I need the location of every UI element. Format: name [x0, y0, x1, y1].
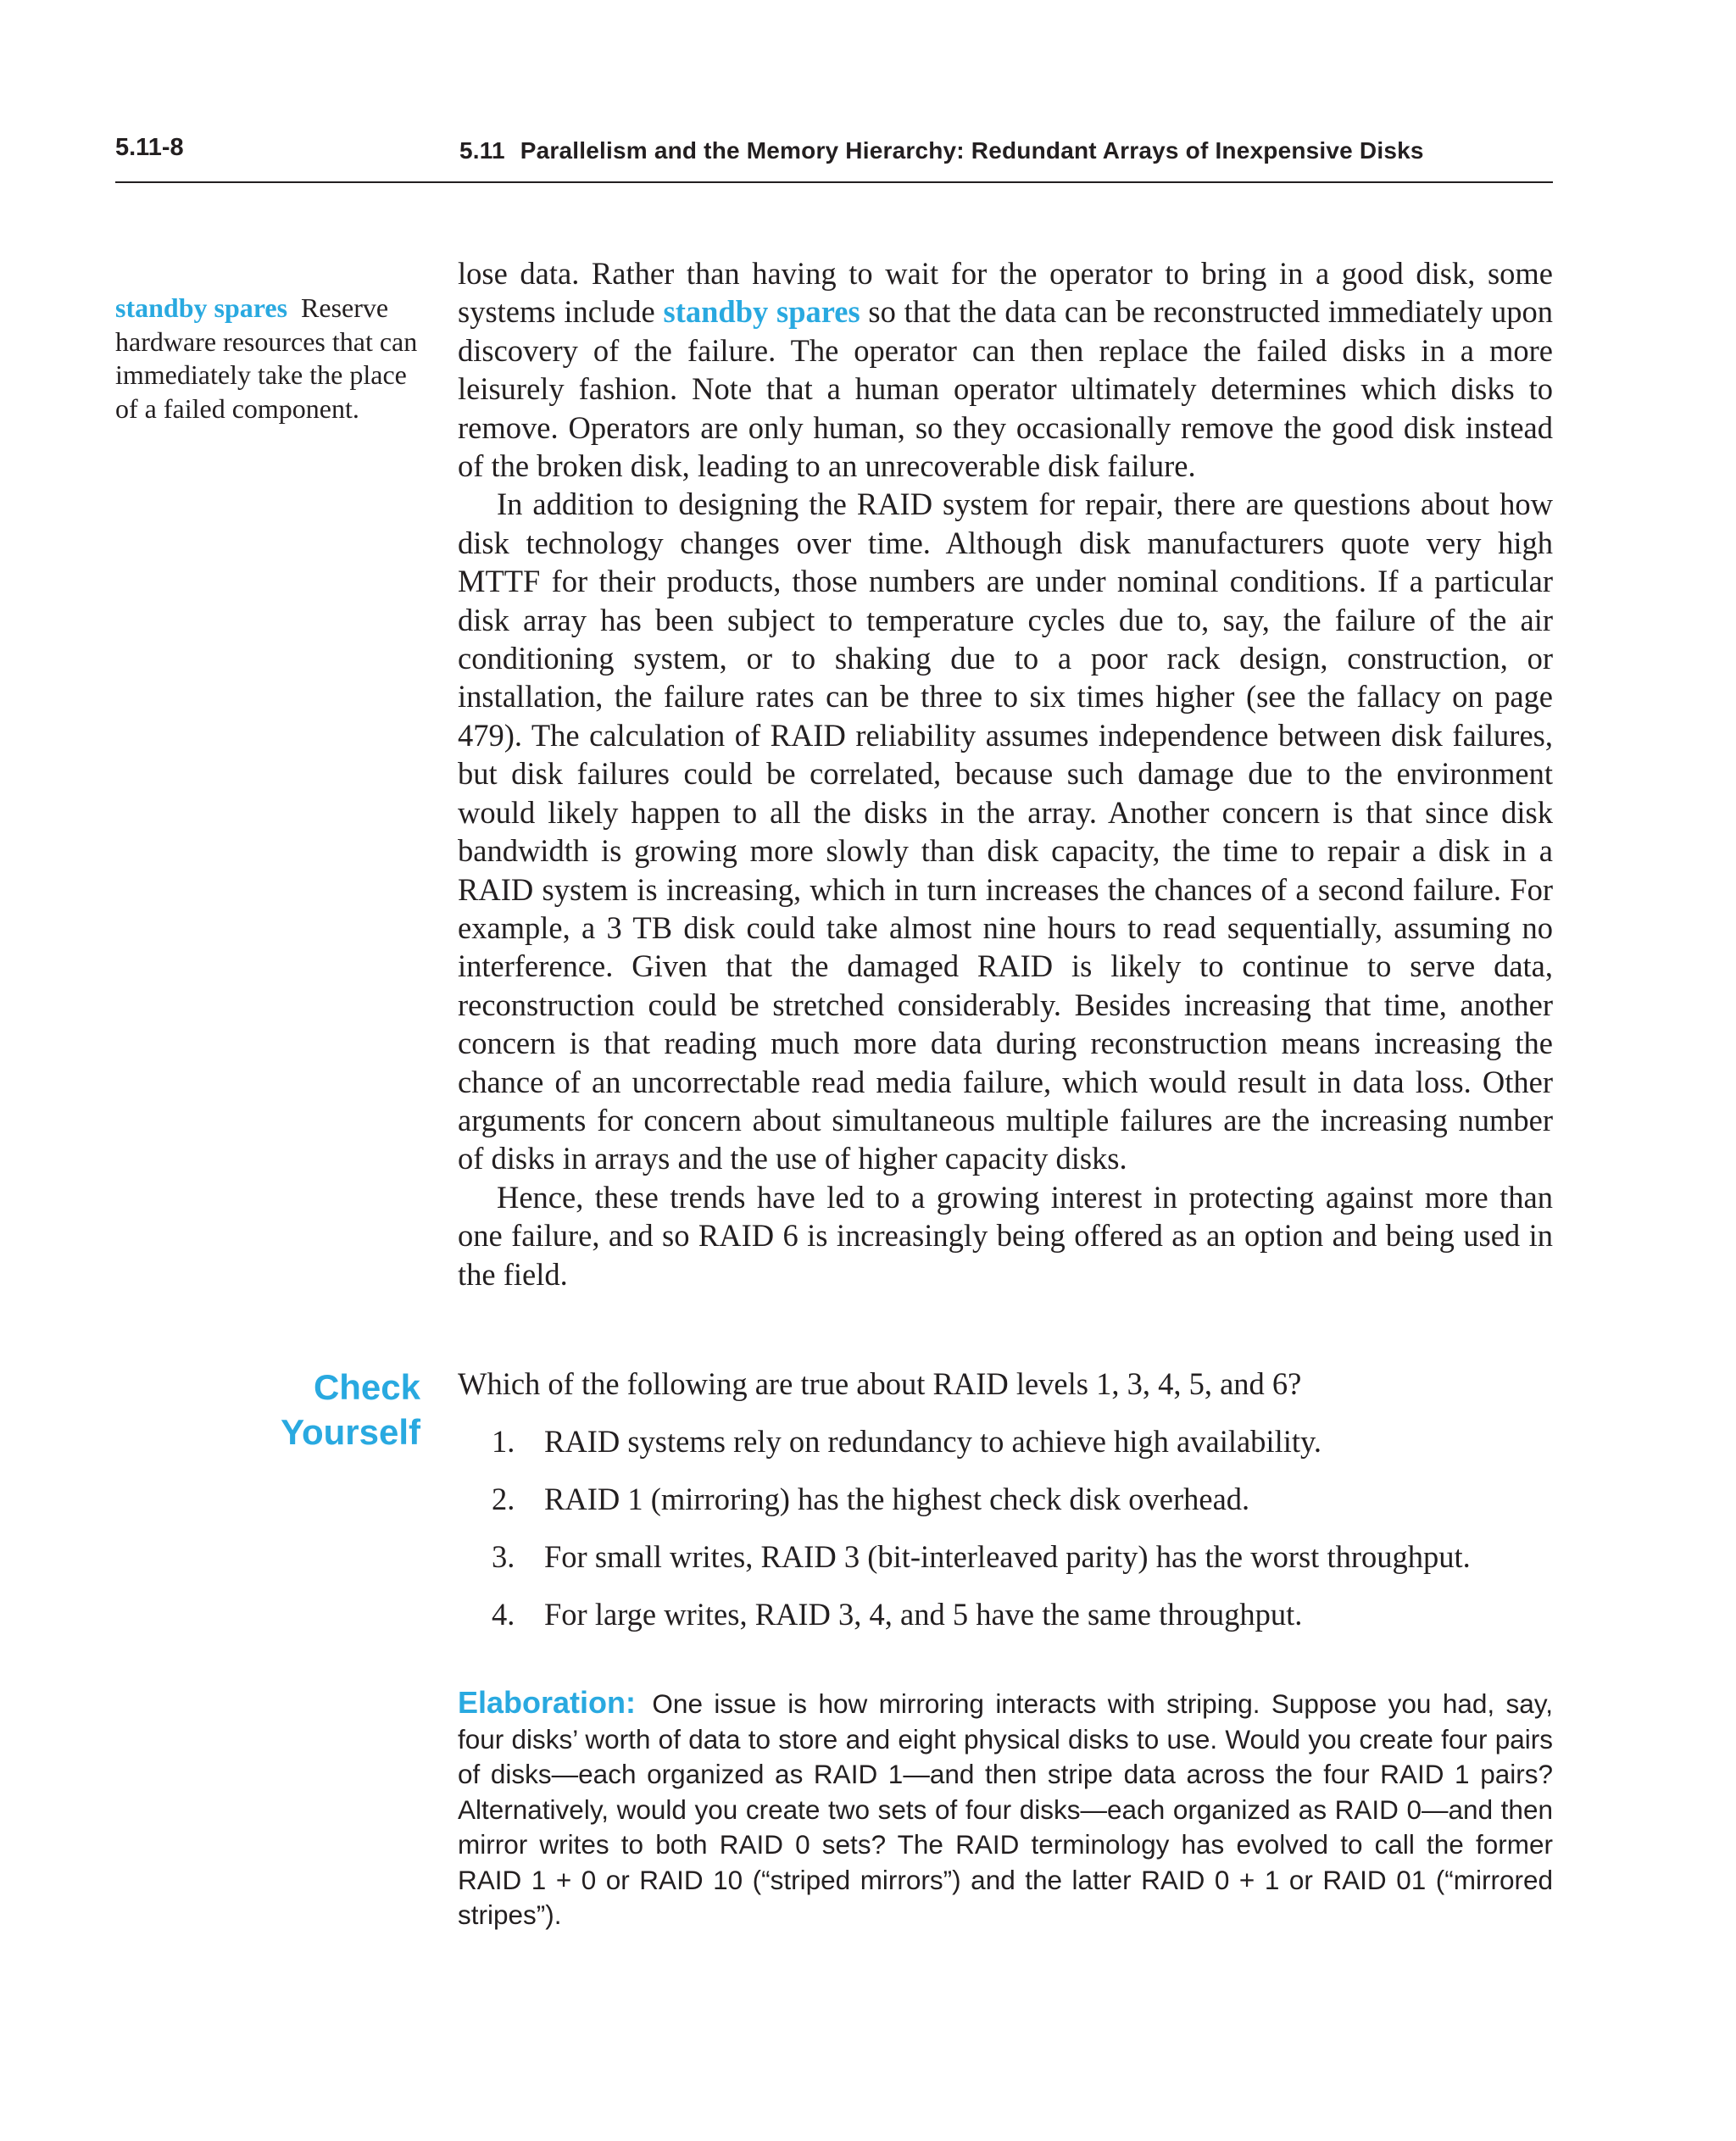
- glossary-term: standby spares: [115, 292, 288, 323]
- check-list: [492, 1422, 1568, 1653]
- section-title-text: Parallelism and the Memory Hierarchy: Redundant Arrays of Inexpensive Disks: [520, 137, 1424, 164]
- item-number: 4.: [492, 1597, 515, 1632]
- section-title: [459, 137, 1424, 164]
- elaboration-label: Elaboration:: [458, 1685, 637, 1720]
- running-head: [115, 134, 1553, 183]
- list-item: [492, 1480, 1568, 1538]
- section-number: 5.11: [459, 137, 505, 164]
- glossary-definition: Reserve hardware resources that can immediately take the place of a failed component.: [115, 292, 418, 424]
- item-text: For large writes, RAID 3, 4, and 5 have the same throughput.: [544, 1597, 1303, 1632]
- check-label-line1: Check: [313, 1367, 420, 1407]
- item-text: RAID systems rely on redundancy to achieve high availability.: [544, 1424, 1321, 1459]
- item-number: 2.: [492, 1482, 515, 1516]
- elaboration: [458, 1685, 1553, 1933]
- check-label-line2: Yourself: [281, 1412, 420, 1452]
- check-question: Which of the following are true about RAID levels 1, 3, 4, 5, and 6?: [458, 1366, 1302, 1401]
- item-text: RAID 1 (mirroring) has the highest check disk overhead.: [544, 1482, 1250, 1516]
- paragraph-3: Hence, these trends have led to a growing interest in protecting against more than one failure, and so RAID 6 is increasingly being offered as an option and being used in the field.: [458, 1179, 1553, 1292]
- list-item: [492, 1538, 1568, 1595]
- list-item: [492, 1422, 1568, 1480]
- paragraph-1: [458, 254, 1553, 485]
- item-number: 1.: [492, 1424, 515, 1459]
- item-text: For small writes, RAID 3 (bit-interleaved parity) has the worst throughput.: [544, 1539, 1471, 1574]
- check-yourself-label: [203, 1365, 420, 1454]
- page-number: 5.11-8: [115, 134, 184, 161]
- paragraph-1-start: lose data. Rather than having to wait for the operator to bring in a good disk, some systems include: [458, 256, 1553, 330]
- inline-term-standby-spares: standby spares: [663, 294, 860, 330]
- body-text: [458, 254, 1553, 1293]
- item-number: 3.: [492, 1539, 515, 1574]
- margin-glossary-note: [115, 292, 420, 425]
- elaboration-text: One issue is how mirroring interacts with striping. Suppose you had, say, four disks’ worth of data to store and eight physical disks to use. Would you create four pairs of disks—each organized as RAID 1—and then stripe data across the four RAID 1 pairs? Alternatively, would you create two sets of four disks—each organized as RAID 0—and then mirror writes to both RAID 0 sets? The RAID terminology has evolved to call the former RAID 1 + 0 or RAID 10 (“striped mirrors”) and the latter RAID 0 + 1 or RAID 01 (“mirrored stripes”).: [458, 1688, 1553, 1930]
- paragraph-1-end: so that the data can be reconstructed immediately upon discovery of the failure. The operator can then replace the failed disks in a more leisurely fashion. Note that a human operator ultimately determines which disks to remove. Operators are only human, so they occasionally remove the good disk instead of the broken disk, leading to an unrecoverable disk failure.: [458, 294, 1554, 484]
- paragraph-2: In addition to designing the RAID system for repair, there are questions about how disk technology changes over time. Although disk manufacturers quote very high MTTF for their products, those numbers are under nominal conditions. If a particular disk array has been subject to temperature cycles due to, say, the failure of the air conditioning system, or to shaking due to a poor rack design, construction, or installation, the failure rates can be three to six times higher (see the fallacy on page 479). The calculation of RAID reliability assumes independence between disk failures, but disk failures could be correlated, because such damage due to the environment would likely happen to all the disks in the array. Another concern is that since disk bandwidth is growing more slowly than disk capacity, the time to repair a disk in a RAID system is increasing, which in turn increases the chances of a second failure. For example, a 3 TB disk could take almost nine hours to read sequentially, assuming no interference. Given that the damaged RAID is likely to continue to serve data, reconstruction could be stretched considerably. Besides increasing that time, another concern is that reading much more data during reconstruction means increasing the chance of an uncorrectable read media failure, which would result in data loss. Other arguments for concern about simultaneous multiple failures are the increasing number of disks in arrays and the use of higher capacity disks.: [458, 487, 1553, 1176]
- list-item: [492, 1595, 1568, 1653]
